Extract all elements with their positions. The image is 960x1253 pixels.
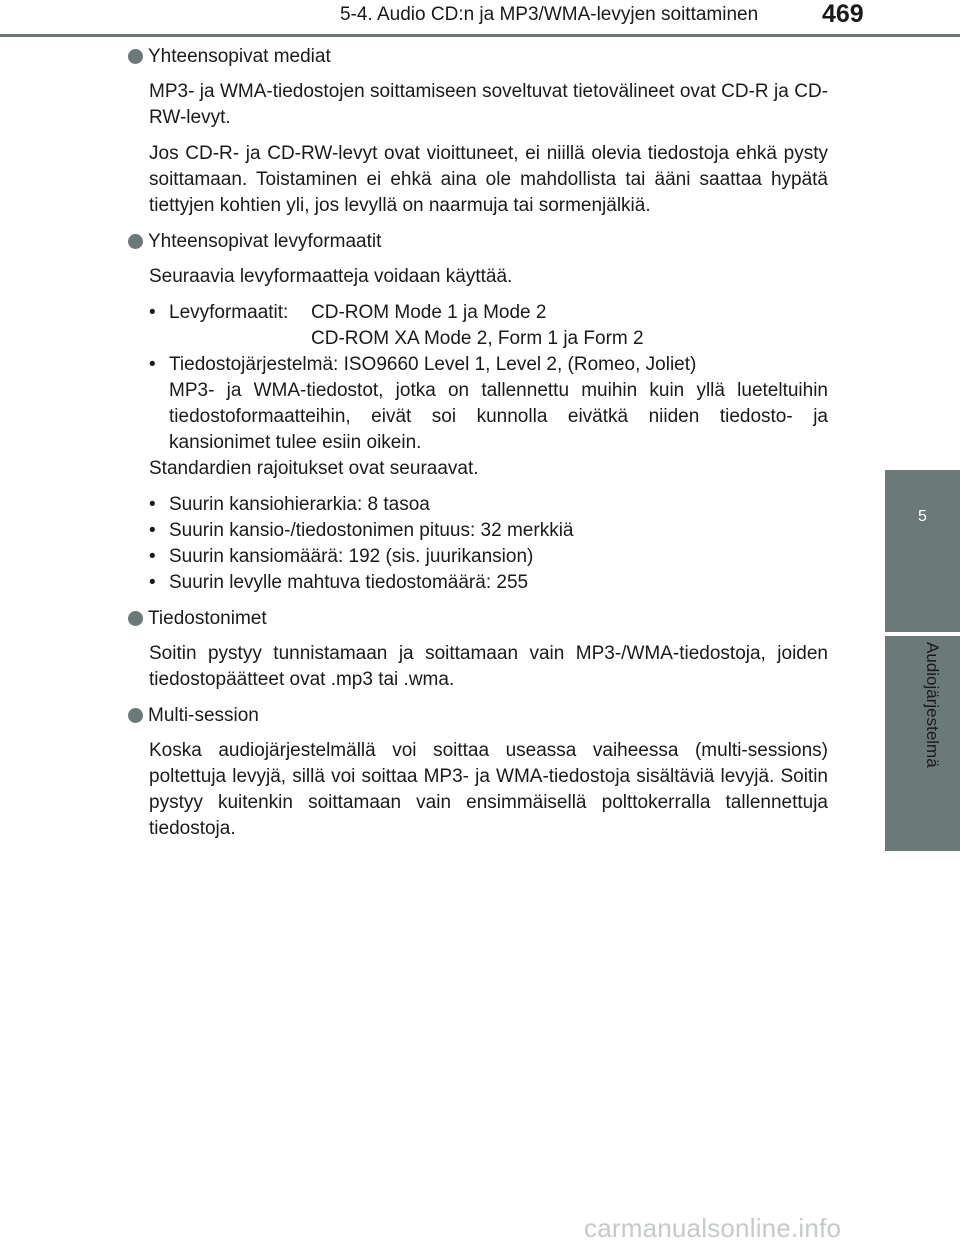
header-divider <box>0 34 960 37</box>
list-item <box>149 300 828 352</box>
heading-text: Yhteensopivat levyformaatit <box>148 231 382 252</box>
media-paragraph-2: Jos CD-R- ja CD-RW-levyt ovat vioittuneet, ei niillä olevia tiedostoja ehkä pysty soittamaan. Toistaminen ei ehkä aina ole mahdollista tai ääni saattaa hypätä tiettyjen kohtien yli, jos levyllä on naarmuja tai sormenjälkiä. <box>149 143 828 216</box>
section-heading-multisession <box>128 703 828 729</box>
media-paragraph-1: MP3- ja WMA-tiedostojen soittamiseen soveltuvat tietovälineet ovat CD-R ja CD-RW-levyt. <box>149 81 828 128</box>
bullet-dot-icon <box>128 611 143 626</box>
chapter-tab <box>885 470 960 632</box>
file-system-line: • Tiedostojärjestelmä: ISO9660 Level 1, Level 2, (Romeo, Joliet) <box>169 354 697 375</box>
heading-text: Yhteensopivat mediat <box>148 46 331 67</box>
page-number: 469 <box>822 0 864 28</box>
list-item: • Suurin kansiomäärä: 192 (sis. juurikansion) <box>149 544 828 570</box>
bullet-dot-icon <box>128 49 143 64</box>
heading-text: Multi-session <box>148 705 259 726</box>
bullet-dot-icon <box>128 234 143 249</box>
watermark: carmanualsonline.info <box>584 1213 842 1243</box>
disc-format-label: • Levyformaatit: <box>169 302 289 323</box>
file-system-note: MP3- ja WMA-tiedostot, jotka on tallennettu muihin kuin yllä lueteltuihin tiedostoformaatteihin, eivät soi kunnolla eivätkä niiden tiedosto- ja kansionimet tulee esiin oikein. <box>169 380 828 453</box>
list-item: • Suurin levylle mahtuva tiedostomäärä: 255 <box>149 570 828 596</box>
limits-intro: Standardien rajoitukset ovat seuraavat. <box>149 458 479 479</box>
section-heading-filenames <box>128 606 828 632</box>
heading-text: Tiedostonimet <box>148 608 267 629</box>
disc-format-value-1: CD-ROM Mode 1 ja Mode 2 <box>311 302 547 323</box>
page-content <box>128 44 828 852</box>
filenames-paragraph: Soitin pystyy tunnistamaan ja soittamaan vain MP3-/WMA-tiedostoja, joiden tiedostopäätteet ovat .mp3 tai .wma. <box>149 643 828 690</box>
limits-list <box>149 492 828 596</box>
chapter-label: Audiojärjestelmä <box>923 642 942 768</box>
chapter-number: 5 <box>918 508 927 525</box>
list-item: • Suurin kansiohierarkia: 8 tasoa <box>149 492 828 518</box>
chapter-label-tab <box>885 636 960 851</box>
disc-format-value-2: CD-ROM XA Mode 2, Form 1 ja Form 2 <box>311 328 644 349</box>
bullet-dot-icon <box>128 708 143 723</box>
list-item: • Suurin kansio-/tiedostonimen pituus: 32 merkkiä <box>149 518 828 544</box>
section-heading-media <box>128 44 828 70</box>
list-item <box>149 352 828 456</box>
formats-list <box>149 300 828 456</box>
section-title: 5-4. Audio CD:n ja MP3/WMA-levyjen soittaminen <box>340 4 759 25</box>
formats-intro: Seuraavia levyformaatteja voidaan käyttää. <box>149 266 513 287</box>
section-heading-formats <box>128 229 828 255</box>
multisession-paragraph: Koska audiojärjestelmällä voi soittaa useassa vaiheessa (multi-sessions) poltettuja levyjä, sillä voi soittaa MP3- ja WMA-tiedostoja sisältäviä levyjä. Soitin pystyy kuitenkin soittamaan vain ensimmäisellä polttokerralla tallennettuja tiedostoja. <box>149 740 828 839</box>
